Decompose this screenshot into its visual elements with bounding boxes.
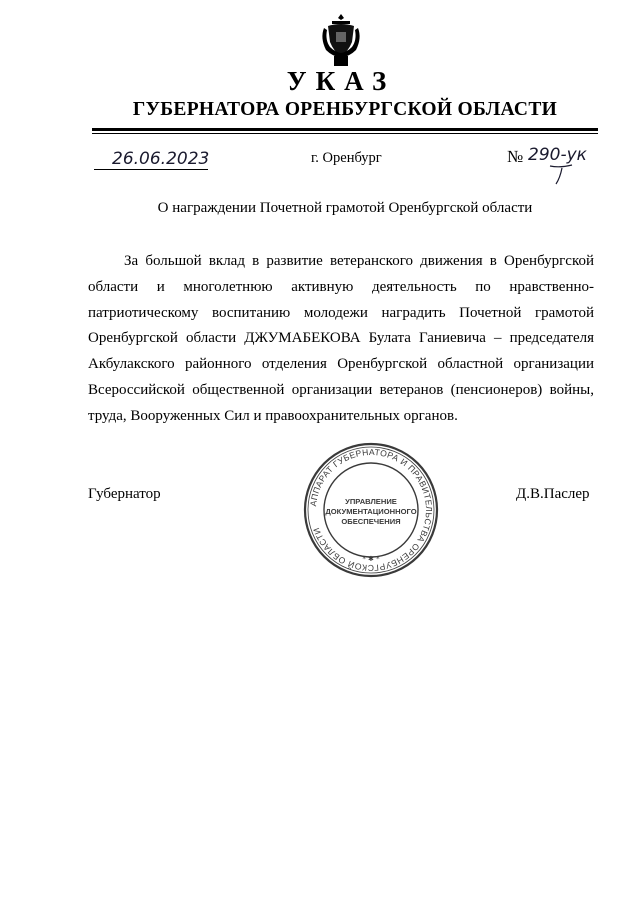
official-stamp [302,441,440,579]
document-body [88,249,594,430]
body-paragraph: За большой вклад в развитие ветеранского движения в Оренбургской области и многолетнюю активную деятельность по нравственно-патриотическому воспитанию молодежи наградить Почетной грамотой Оренбургской области ДЖУМАБЕКОВА Булата Ганиевича – председателя Акбулакского районного отделения Оренбургской областной организации Всероссийской общественной организации ветеранов (пенсионеров) войны, труда, Вооруженных Сил и правоохранительных органов. [88,253,594,424]
header-rule-thick [92,128,598,131]
signer-name: Д.В.Паслер [516,486,590,502]
header-rule-thin [92,133,598,134]
signer-role: Губернатор [88,486,161,502]
stamp-outer-text: АППАРАТ ГУБЕРНАТОРА И ПРАВИТЕЛЬСТВА ОРЕНБУРГСКОЙ ОБЛАСТИ [308,446,435,574]
svg-text:* ✱ *: * ✱ * [362,555,380,563]
document-date: 26.06.2023 [112,149,210,169]
document-subtitle: ГУБЕРНАТОРА ОРЕНБУРГСКОЙ ОБЛАСТИ [132,99,558,120]
date-underline [94,169,208,170]
number-sign: № [507,147,524,166]
stamp-inner-line-2: ДОКУМЕНТАЦИОННОГО [325,507,417,516]
stamp-inner-line-3: ОБЕСПЕЧЕНИЯ [341,517,401,526]
document-title: УКАЗ [286,66,396,96]
number-underline-stroke [548,164,578,186]
document-heading: О награждении Почетной грамотой Оренбургской области [157,200,533,216]
coat-of-arms-icon [318,12,364,68]
document-number: 290-ук [528,145,587,165]
stamp-inner-line-1: УПРАВЛЕНИЕ [345,497,397,506]
document-city: г. Оренбург [311,150,382,166]
